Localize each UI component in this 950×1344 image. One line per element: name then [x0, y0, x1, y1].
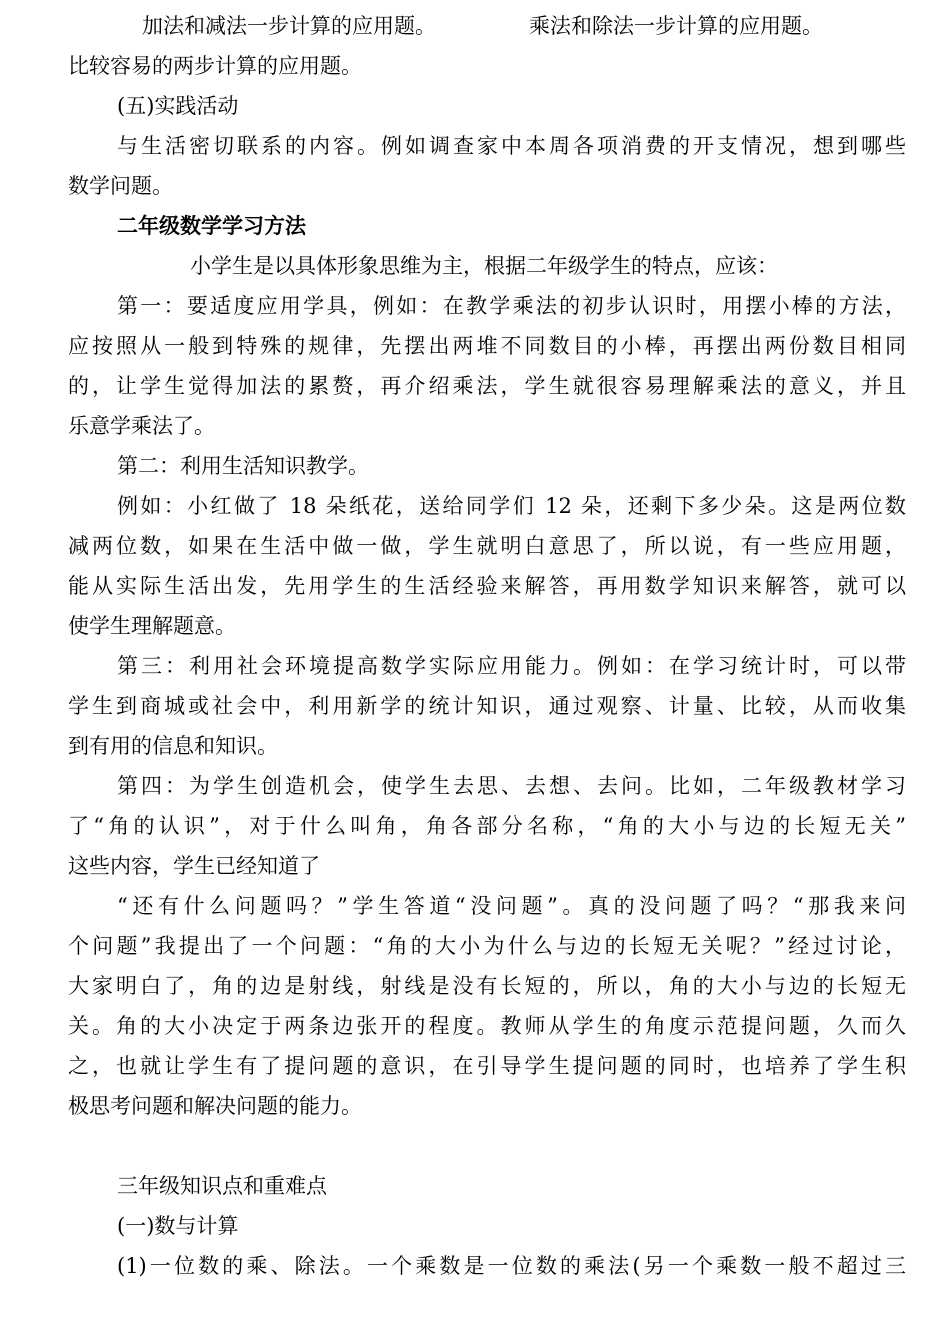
text-line-18: 学生到商城或社会中，利用新学的统计知识，通过观察、计量、比较，从而收集 [68, 694, 906, 718]
text-line-1-left: 加法和减法一步计算的应用题。 [142, 14, 436, 38]
text-line-2: 比较容易的两步计算的应用题。 [68, 54, 362, 78]
text-line-11: 乐意学乘法了。 [68, 414, 215, 438]
text-line-20: 第四：为学生创造机会，使学生去思、去想、去问。比如，二年级教材学习 [117, 774, 906, 798]
text-line-21: 了“角的认识”，对于什么叫角，角各部分名称，“角的大小与边的长短无关” [68, 814, 906, 838]
text-line-24: 个问题”我提出了一个问题：“角的大小为什么与边的长短无关呢？”经过讨论， [68, 934, 906, 958]
section-heading-methods: 二年级数学学习方法 [117, 213, 306, 238]
text-line-10: 的，让学生觉得加法的累赘，再介绍乘法，学生就很容易理解乘法的意义，并且 [68, 374, 906, 398]
text-line-8: 第一：要适度应用学具，例如：在教学乘法的初步认识时，用摆小棒的方法， [117, 294, 906, 318]
text-line-17: 第三：利用社会环境提高数学实际应用能力。例如：在学习统计时，可以带 [117, 654, 906, 678]
text-line-1-right: 乘法和除法一步计算的应用题。 [529, 14, 823, 38]
text-line-26: 关。角的大小决定于两条边张开的程度。教师从学生的角度示范提问题，久而久 [68, 1014, 906, 1038]
section-heading-grade3: 三年级知识点和重难点 [117, 1174, 327, 1198]
section-heading-numbers: (一)数与计算 [117, 1214, 239, 1238]
text-line-23: “还有什么问题吗？”学生答道“没问题”。真的没问题了吗？“那我来问 [117, 894, 906, 918]
text-line-1 [68, 6, 906, 46]
text-line-15: 能从实际生活出发，先用学生的生活经验来解答，再用数学知识来解答，就可以 [68, 574, 906, 598]
text-line-25: 大家明白了，角的边是射线，射线是没有长短的，所以，角的大小与边的长短无 [68, 974, 906, 998]
text-line-9: 应按照从一般到特殊的规律，先摆出两堆不同数目的小棒，再摆出两份数目相同 [68, 334, 906, 358]
text-line-19: 到有用的信息和知识。 [68, 734, 278, 758]
text-line-22: 这些内容，学生已经知道了 [68, 854, 320, 878]
text-line-13: 例如：小红做了 18 朵纸花，送给同学们 12 朵，还剩下多少朵。这是两位数 [117, 494, 906, 518]
text-line-14: 减两位数，如果在生活中做一做，学生就明白意思了，所以说，有一些应用题， [68, 534, 906, 558]
text-line-31: (1)一位数的乘、除法。一个乘数是一位数的乘法(另一个乘数一般不超过三 [117, 1254, 906, 1278]
text-line-4: 与生活密切联系的内容。例如调查家中本周各项消费的开支情况，想到哪些 [117, 134, 906, 158]
text-line-16: 使学生理解题意。 [68, 614, 236, 638]
text-line-12: 第二：利用生活知识教学。 [117, 454, 369, 478]
text-line-7: 小学生是以具体形象思维为主，根据二年级学生的特点，应该： [190, 254, 778, 278]
section-heading-practice: (五)实践活动 [117, 94, 239, 118]
text-line-5: 数学问题。 [68, 174, 173, 198]
text-line-27: 之，也就让学生有了提问题的意识，在引导学生提问题的同时，也培养了学生积 [68, 1054, 906, 1078]
text-line-28: 极思考问题和解决问题的能力。 [68, 1094, 362, 1118]
